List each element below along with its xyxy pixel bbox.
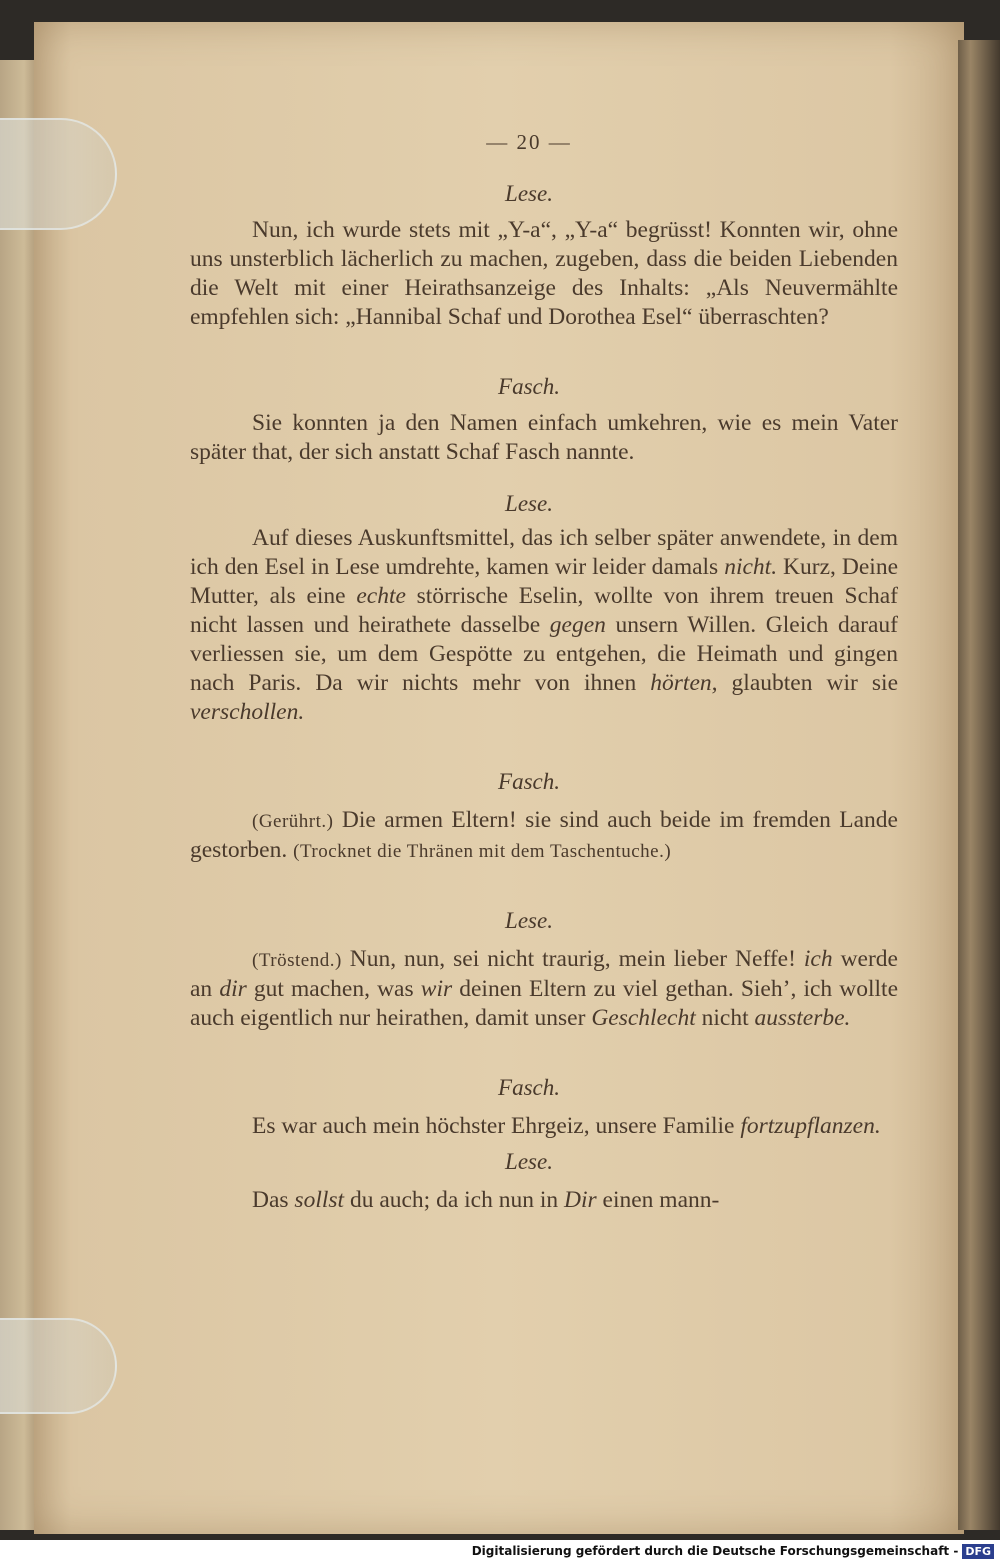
page-clip-top bbox=[0, 118, 117, 230]
speaker-name: Lese. bbox=[505, 908, 553, 933]
text-blocks bbox=[190, 179, 898, 1215]
speaker-name: Lese. bbox=[505, 181, 553, 206]
dialogue-paragraph: (Tröstend.) Nun, nun, sei nicht traurig, mein lieber Neffe! ich werde an dir gut machen, was wir deinen Eltern zu viel gethan. Sieh’, ich wollte auch eigentlich nur heirathen, damit unser Geschlecht nicht aussterbe. bbox=[190, 946, 899, 1031]
page-number: — 20 — bbox=[486, 130, 572, 154]
dialogue-paragraph: Das sollst du auch; da ich nun in Dir einen mann- bbox=[252, 1187, 720, 1213]
speaker-name: Lese. bbox=[505, 1149, 553, 1174]
dialogue-paragraph: Sie konnten ja den Namen einfach umkehren, wie es mein Vater später that, der sich anstatt Schaf Fasch nannte. bbox=[190, 410, 898, 465]
dialogue-paragraph: Nun, ich wurde stets mit „Y-a“, „Y-a“ begrüsst! Konnten wir, ohne uns unsterblich lächerlich zu machen, zugeben, dass die beiden Liebenden die Welt mit einer Heirathsanzeige des Inhalts: „Als Neuvermählte empfehlen sich: „Hannibal Schaf und Dorothea Esel“ überraschten? bbox=[190, 217, 898, 330]
speaker-name: Fasch. bbox=[498, 1075, 560, 1100]
dialogue-paragraph: Es war auch mein höchster Ehrgeiz, unsere Familie fortzupflanzen. bbox=[252, 1113, 881, 1139]
footer-bar bbox=[0, 1540, 1000, 1563]
book-spine-edge bbox=[958, 40, 1000, 1530]
footer-credit: Digitalisierung gefördert durch die Deutsche Forschungsgemeinschaft - bbox=[471, 1544, 959, 1558]
speaker-name: Lese. bbox=[505, 491, 553, 516]
speaker-name: Fasch. bbox=[498, 374, 560, 399]
speaker-name: Fasch. bbox=[498, 769, 560, 794]
dialogue-paragraph: Auf dieses Auskunftsmittel, das ich selber später anwendete, in dem ich den Esel in Lese umdrehte, kamen wir leider damals nicht. Kurz, Deine Mutter, als eine echte störrische Eselin, wollte von ihrem treuen Schaf nicht lassen und heirathete dasselbe gegen unsern Willen. Gleich darauf verliessen sie, um dem Gespötte zu entgehen, die Heimath und gingen nach Paris. Da wir nichts mehr von ihnen hörten, glaubten wir sie verschollen. bbox=[190, 525, 899, 725]
page-text bbox=[190, 128, 898, 1215]
dialogue-paragraph: (Gerührt.) Die armen Eltern! sie sind auch beide im fremden Lande gestorben. (Trocknet die Thränen mit dem Taschentuche.) bbox=[190, 807, 898, 863]
dfg-logo: DFG bbox=[962, 1544, 994, 1559]
page-clip-bottom bbox=[0, 1318, 117, 1414]
